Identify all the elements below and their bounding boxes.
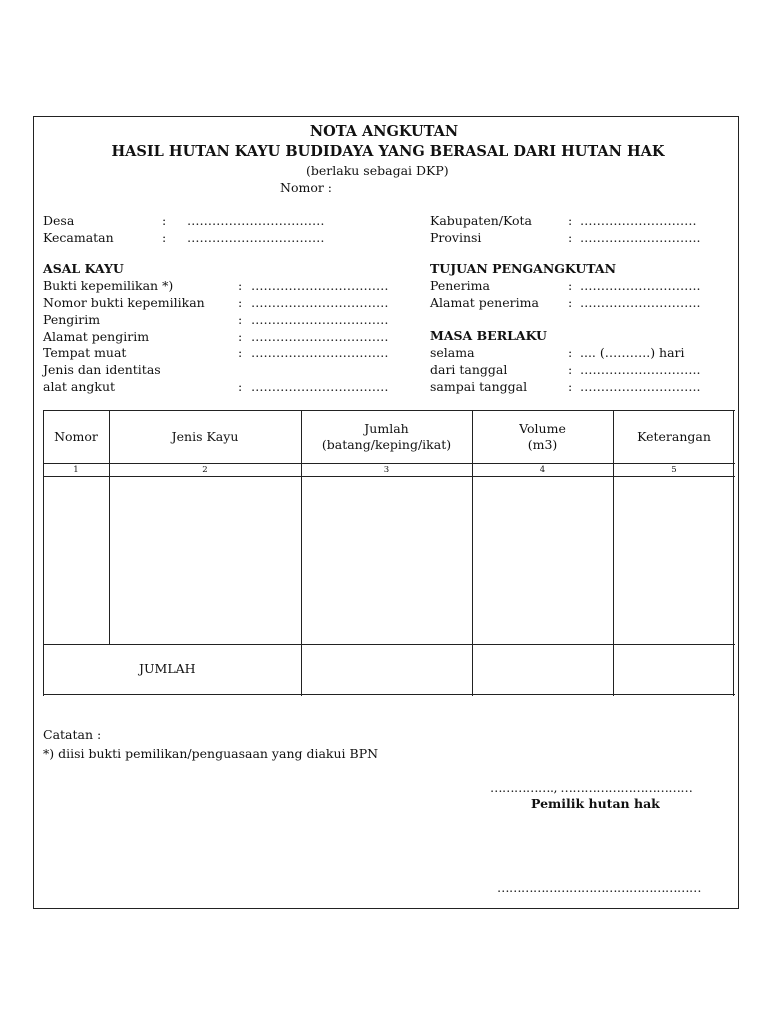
sampai-tanggal-label: sampai tanggal bbox=[430, 379, 528, 394]
header-jumlah: Jumlah (batang/keping/ikat) bbox=[321, 421, 452, 452]
kabupaten-label: Kabupaten/Kota bbox=[430, 213, 532, 228]
table-border-top bbox=[43, 410, 735, 411]
bukti-label: Bukti kepemilikan *) bbox=[43, 278, 174, 293]
alat-angkut-colon: : bbox=[238, 379, 243, 394]
tempat-muat-dots: …………………………… bbox=[251, 345, 389, 360]
bukti-colon: : bbox=[238, 278, 243, 293]
tujuan-heading: TUJUAN PENGANGKUTAN bbox=[430, 261, 616, 276]
total-label: JUMLAH bbox=[139, 661, 196, 676]
owner-label: Pemilik hutan hak bbox=[531, 796, 660, 811]
alamat-pengirim-label: Alamat pengirim bbox=[43, 329, 150, 344]
dari-tanggal-dots: ……………………….. bbox=[580, 362, 701, 377]
masa-heading: MASA BERLAKU bbox=[430, 328, 547, 343]
header-jenis-kayu: Jenis Kayu bbox=[171, 429, 239, 444]
table-total-line bbox=[43, 644, 735, 645]
alamat-penerima-colon: : bbox=[568, 295, 573, 310]
catatan-label: Catatan : bbox=[43, 727, 102, 742]
desa-dots: …………………………… bbox=[187, 213, 325, 228]
alamat-pengirim-colon: : bbox=[238, 329, 243, 344]
dari-tanggal-label: dari tanggal bbox=[430, 362, 508, 377]
kecamatan-colon: : bbox=[162, 230, 167, 245]
col-number-3: 3 bbox=[383, 465, 390, 475]
sampai-tanggal-dots: ……………………….. bbox=[580, 379, 701, 394]
selama-dots: .... (………..) hari bbox=[580, 345, 685, 360]
document-title: NOTA ANGKUTAN bbox=[309, 123, 459, 140]
alamat-penerima-label: Alamat penerima bbox=[430, 295, 539, 310]
nomor-bukti-label: Nomor bukti kepemilikan bbox=[43, 295, 205, 310]
penerima-colon: : bbox=[568, 278, 573, 293]
kecamatan-dots: …………………………… bbox=[187, 230, 325, 245]
table-border-left bbox=[43, 410, 44, 696]
col-sep-1 bbox=[109, 410, 110, 644]
signature-line: …………………………………………… bbox=[497, 880, 701, 895]
alat-angkut-dots: …………………………… bbox=[251, 379, 389, 394]
pengirim-colon: : bbox=[238, 312, 243, 327]
place-date-line: ……………., …………………………… bbox=[490, 780, 693, 795]
table-border-right bbox=[733, 410, 734, 696]
pengirim-dots: …………………………… bbox=[251, 312, 389, 327]
penerima-label: Penerima bbox=[430, 278, 490, 293]
nomor-bukti-dots: …………………………… bbox=[251, 295, 389, 310]
document-subtitle: HASIL HUTAN KAYU BUDIDAYA YANG BERASAL DARI HUTAN HAK bbox=[111, 143, 665, 160]
kecamatan-label: Kecamatan bbox=[43, 230, 114, 245]
kabupaten-colon: : bbox=[568, 213, 573, 228]
table-border-bottom bbox=[43, 694, 735, 695]
col-number-4: 4 bbox=[539, 465, 546, 475]
dari-tanggal-colon: : bbox=[568, 362, 573, 377]
sampai-tanggal-colon: : bbox=[568, 379, 573, 394]
col-number-2: 2 bbox=[202, 465, 208, 475]
jenis-identitas-label: Jenis dan identitas bbox=[43, 362, 161, 377]
header-volume: Volume (m3) bbox=[519, 421, 566, 452]
header-nomor: Nomor bbox=[54, 429, 98, 444]
desa-colon: : bbox=[162, 213, 167, 228]
timber-table bbox=[43, 410, 735, 696]
provinsi-label: Provinsi bbox=[430, 230, 482, 245]
asal-kayu-heading: ASAL KAYU bbox=[43, 261, 124, 276]
desa-label: Desa bbox=[43, 213, 75, 228]
header-keterangan: Keterangan bbox=[637, 429, 711, 444]
tempat-muat-label: Tempat muat bbox=[43, 345, 127, 360]
col-sep-4 bbox=[613, 410, 614, 696]
nomor-bukti-colon: : bbox=[238, 295, 243, 310]
alamat-penerima-dots: ……………………….. bbox=[580, 295, 701, 310]
table-number-line bbox=[43, 476, 735, 477]
bukti-dots: …………………………… bbox=[251, 278, 389, 293]
nomor-label: Nomor : bbox=[280, 180, 333, 195]
tempat-muat-colon: : bbox=[238, 345, 243, 360]
penerima-dots: ……………………….. bbox=[580, 278, 701, 293]
selama-label: selama bbox=[430, 345, 475, 360]
catatan-text: *) diisi bukti pemilikan/penguasaan yang diakui BPN bbox=[43, 746, 379, 761]
alamat-pengirim-dots: …………………………… bbox=[251, 329, 389, 344]
kabupaten-dots: ………………………. bbox=[580, 213, 697, 228]
pengirim-label: Pengirim bbox=[43, 312, 101, 327]
col-number-1: 1 bbox=[73, 465, 79, 475]
document-note: (berlaku sebagai DKP) bbox=[306, 163, 449, 178]
col-number-5: 5 bbox=[671, 465, 677, 475]
provinsi-dots: ……………………….. bbox=[580, 230, 701, 245]
table-header-line bbox=[43, 463, 735, 464]
selama-colon: : bbox=[568, 345, 573, 360]
alat-angkut-label: alat angkut bbox=[43, 379, 116, 394]
provinsi-colon: : bbox=[568, 230, 573, 245]
